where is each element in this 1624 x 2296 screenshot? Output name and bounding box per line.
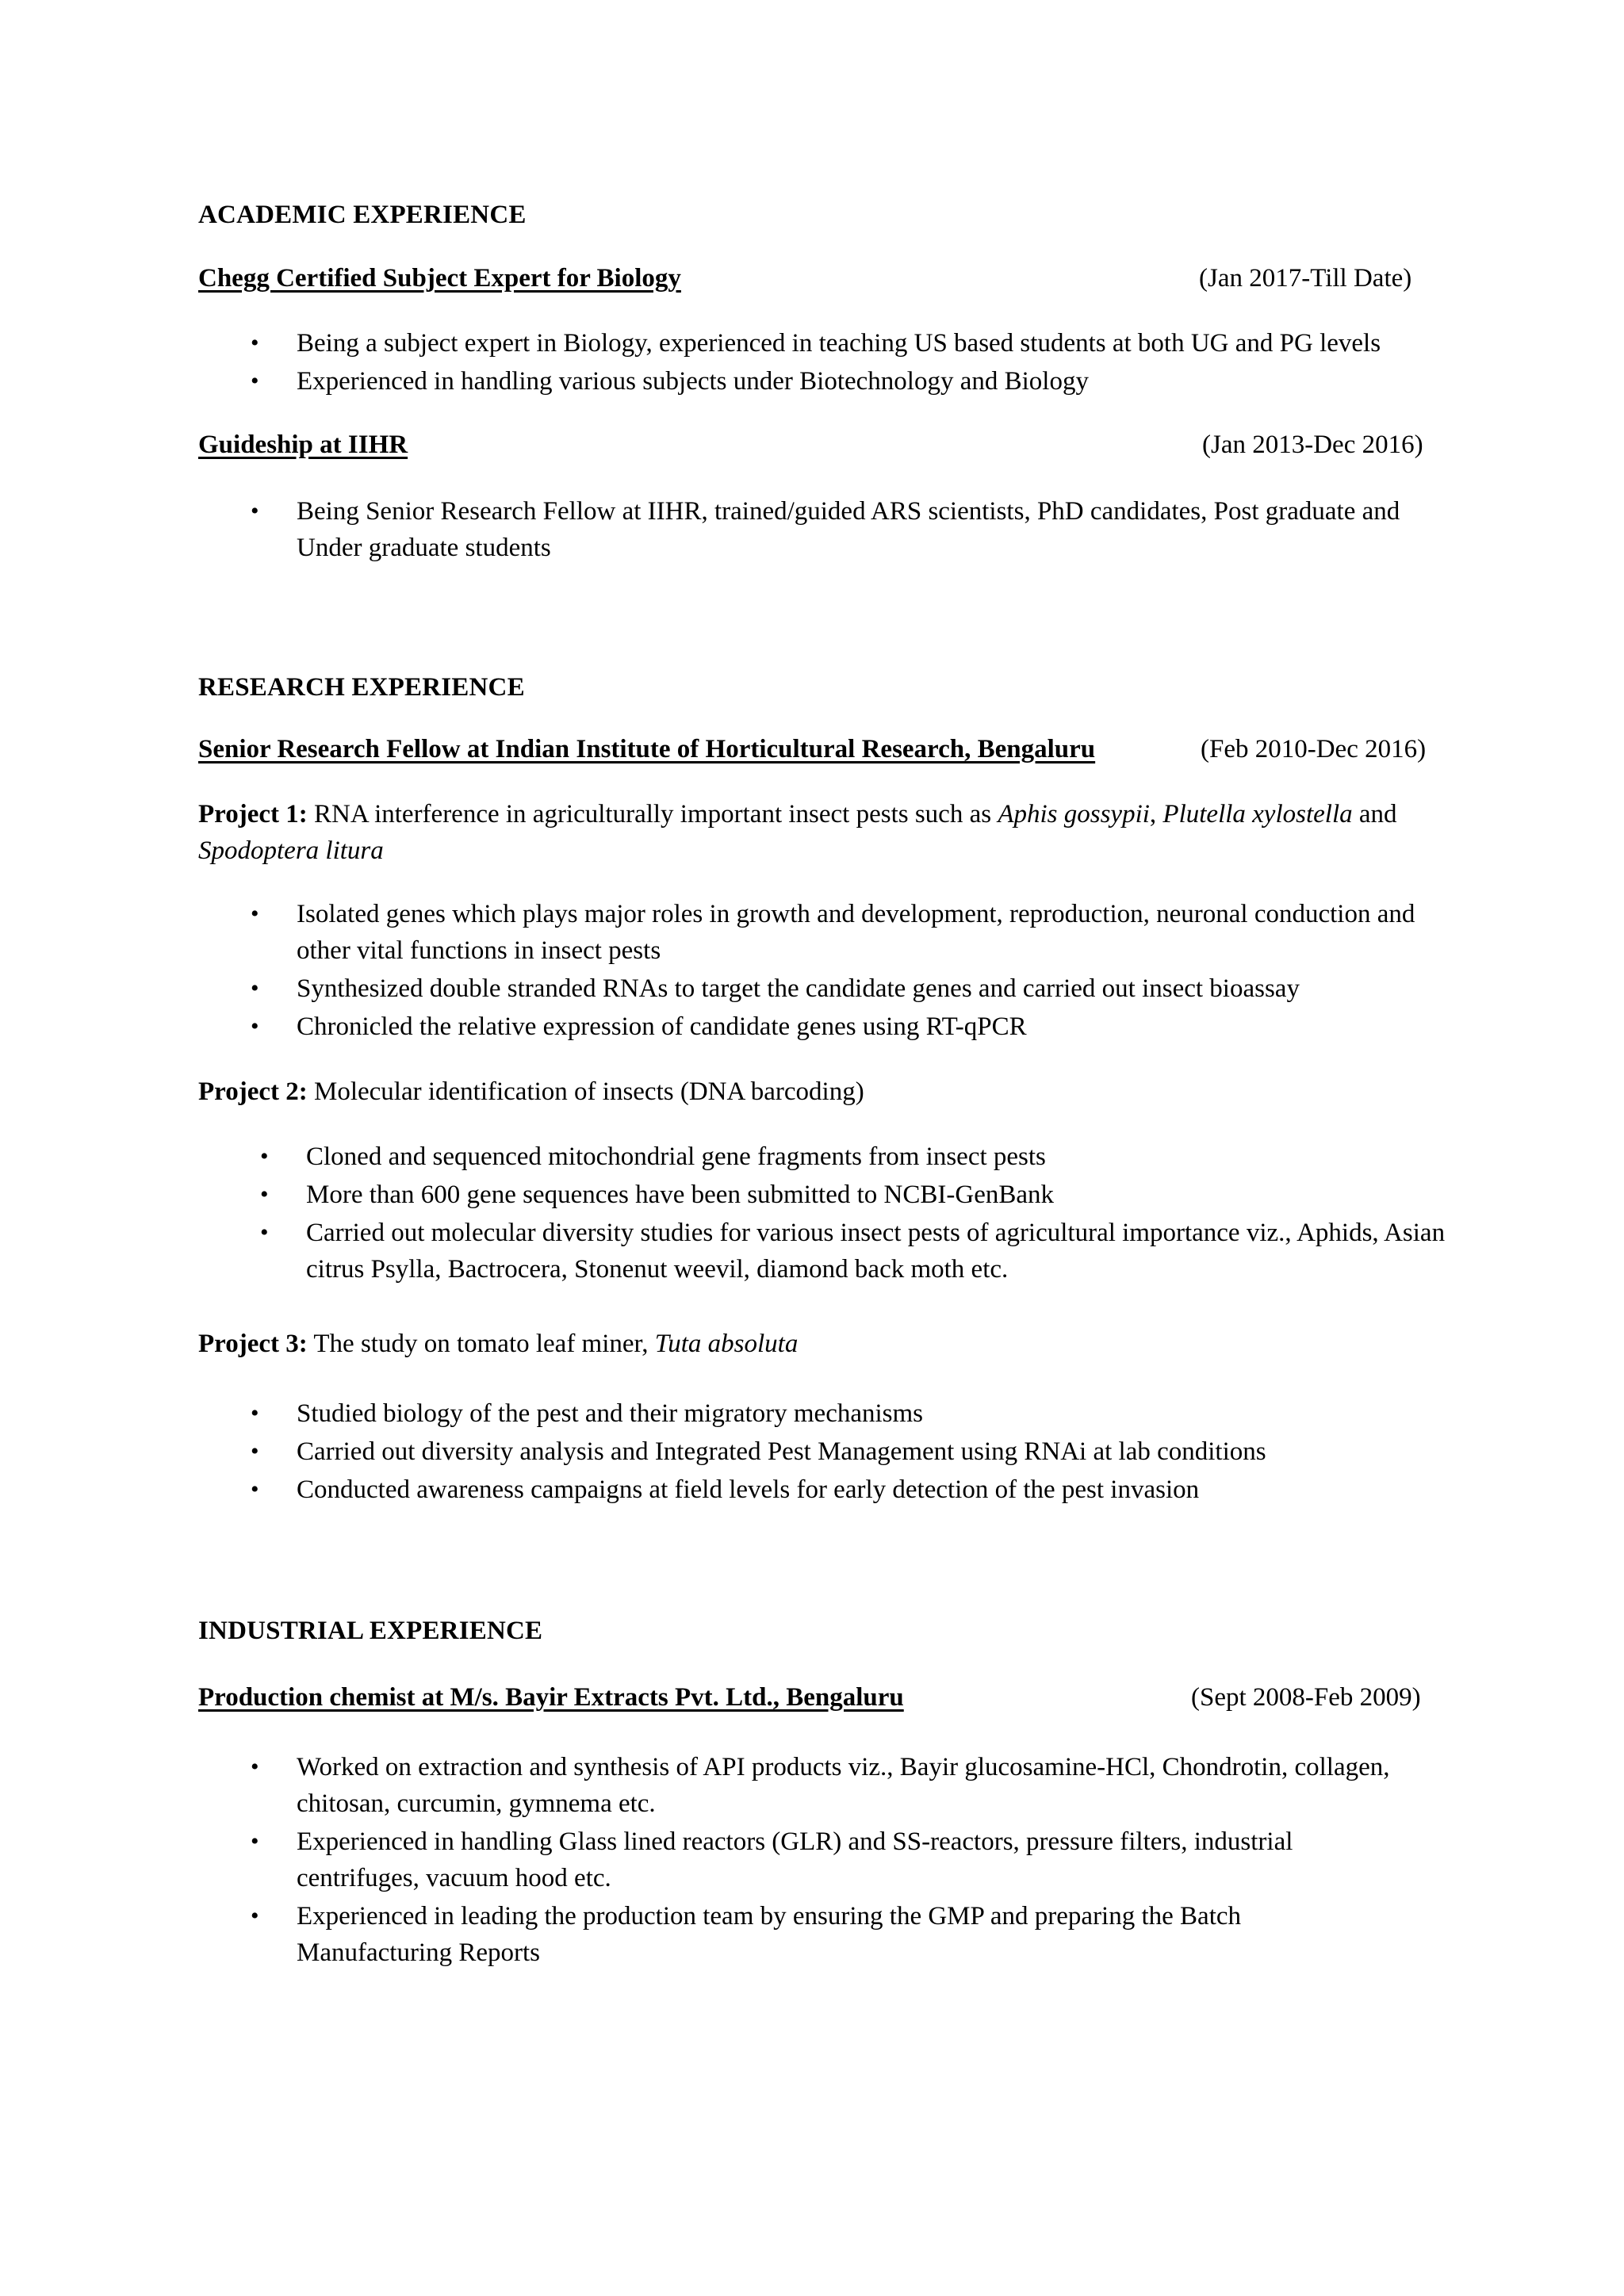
list-item: • Experienced in handling Glass lined reactors (GLR) and SS-reactors, pressure filters, industrial centrifuges, vacuum hood etc. <box>297 1823 1391 1896</box>
bullet-list-chegg <box>251 325 1470 401</box>
project-1-description: Project 1: RNA interference in agriculturally important insect pests such as Aphis gossypii, Plutella xylostella and Spodoptera litura <box>198 800 1397 865</box>
entry-date-guideship: (Jan 2013-Dec 2016) <box>1202 430 1423 459</box>
list-item: • Experienced in handling various subjects under Biotechnology and Biology <box>297 363 1470 400</box>
project-2-label: Project 2: <box>198 1077 308 1106</box>
section-heading-research: RESEARCH EXPERIENCE <box>198 673 525 702</box>
section-heading-academic: ACADEMIC EXPERIENCE <box>198 201 527 229</box>
project-2-description: Project 2: Molecular identification of insects (DNA barcoding) <box>198 1077 864 1106</box>
entry-title-bayir: Production chemist at M/s. Bayir Extracts Pvt. Ltd., Bengaluru <box>198 1683 904 1712</box>
bullet-icon: • <box>260 1181 269 1207</box>
bullet-icon: • <box>251 1828 259 1854</box>
list-item: • Being Senior Research Fellow at IIHR, trained/guided ARS scientists, PhD candidates, Post graduate and Under graduate students <box>297 493 1423 566</box>
project-3-description: Project 3: The study on tomato leaf miner, Tuta absoluta <box>198 1330 799 1358</box>
list-item: • Synthesized double stranded RNAs to target the candidate genes and carried out insect bioassay <box>297 970 1438 1007</box>
list-item: • Cloned and sequenced mitochondrial gene fragments from insect pests <box>306 1138 1448 1175</box>
bullet-list-project-1 <box>251 896 1438 1047</box>
list-item: • More than 600 gene sequences have been submitted to NCBI-GenBank <box>306 1177 1448 1213</box>
list-item: • Being a subject expert in Biology, experienced in teaching US based students at both UG and PG levels <box>297 325 1470 362</box>
list-item: • Conducted awareness campaigns at field levels for early detection of the pest invasion <box>297 1471 1470 1508</box>
list-item: • Isolated genes which plays major roles in growth and development, reproduction, neuronal conduction and other vital functions in insect pests <box>297 896 1438 969</box>
section-heading-industrial: INDUSTRIAL EXPERIENCE <box>198 1617 543 1645</box>
bullet-icon: • <box>251 498 259 524</box>
list-item: • Carried out molecular diversity studies for various insect pests of agricultural importance viz., Aphids, Asian citrus Psylla, Bactrocera, Stonenut weevil, diamond back moth etc. <box>306 1215 1448 1288</box>
bullet-icon: • <box>251 1476 259 1502</box>
bullet-icon: • <box>260 1143 269 1169</box>
bullet-list-guideship <box>251 493 1423 568</box>
list-item: • Chronicled the relative expression of candidate genes using RT-qPCR <box>297 1008 1438 1045</box>
bullet-icon: • <box>251 1754 259 1780</box>
list-item: • Carried out diversity analysis and Integrated Pest Management using RNAi at lab conditions <box>297 1433 1470 1470</box>
bullet-list-project-3 <box>251 1395 1470 1510</box>
bullet-icon: • <box>251 1013 259 1039</box>
entry-date-iihr: (Feb 2010-Dec 2016) <box>1201 735 1427 763</box>
entry-date-bayir: (Sept 2008-Feb 2009) <box>1191 1683 1421 1712</box>
bullet-icon: • <box>251 1903 259 1929</box>
entry-title-iihr: Senior Research Fellow at Indian Institute of Horticultural Research, Bengaluru <box>198 735 1096 763</box>
project-3-label: Project 3: <box>198 1330 308 1358</box>
bullet-icon: • <box>251 368 259 394</box>
bullet-icon: • <box>251 901 259 927</box>
entry-title-guideship: Guideship at IIHR <box>198 430 408 459</box>
bullet-icon: • <box>260 1219 269 1246</box>
bullet-list-bayir <box>251 1749 1391 1973</box>
list-item: • Worked on extraction and synthesis of API products viz., Bayir glucosamine-HCl, Chondrotin, collagen, chitosan, curcumin, gymnema etc. <box>297 1749 1391 1822</box>
bullet-list-project-2 <box>260 1138 1448 1289</box>
list-item: • Studied biology of the pest and their migratory mechanisms <box>297 1395 1470 1432</box>
bullet-icon: • <box>251 1438 259 1464</box>
bullet-icon: • <box>251 1400 259 1426</box>
entry-date-chegg: (Jan 2017-Till Date) <box>1199 264 1412 293</box>
entry-title-chegg: Chegg Certified Subject Expert for Biology <box>198 264 681 293</box>
bullet-icon: • <box>251 330 259 356</box>
list-item: • Experienced in leading the production team by ensuring the GMP and preparing the Batch Manufacturing Reports <box>297 1898 1391 1971</box>
project-1-label: Project 1: <box>198 800 308 828</box>
bullet-icon: • <box>251 975 259 1001</box>
